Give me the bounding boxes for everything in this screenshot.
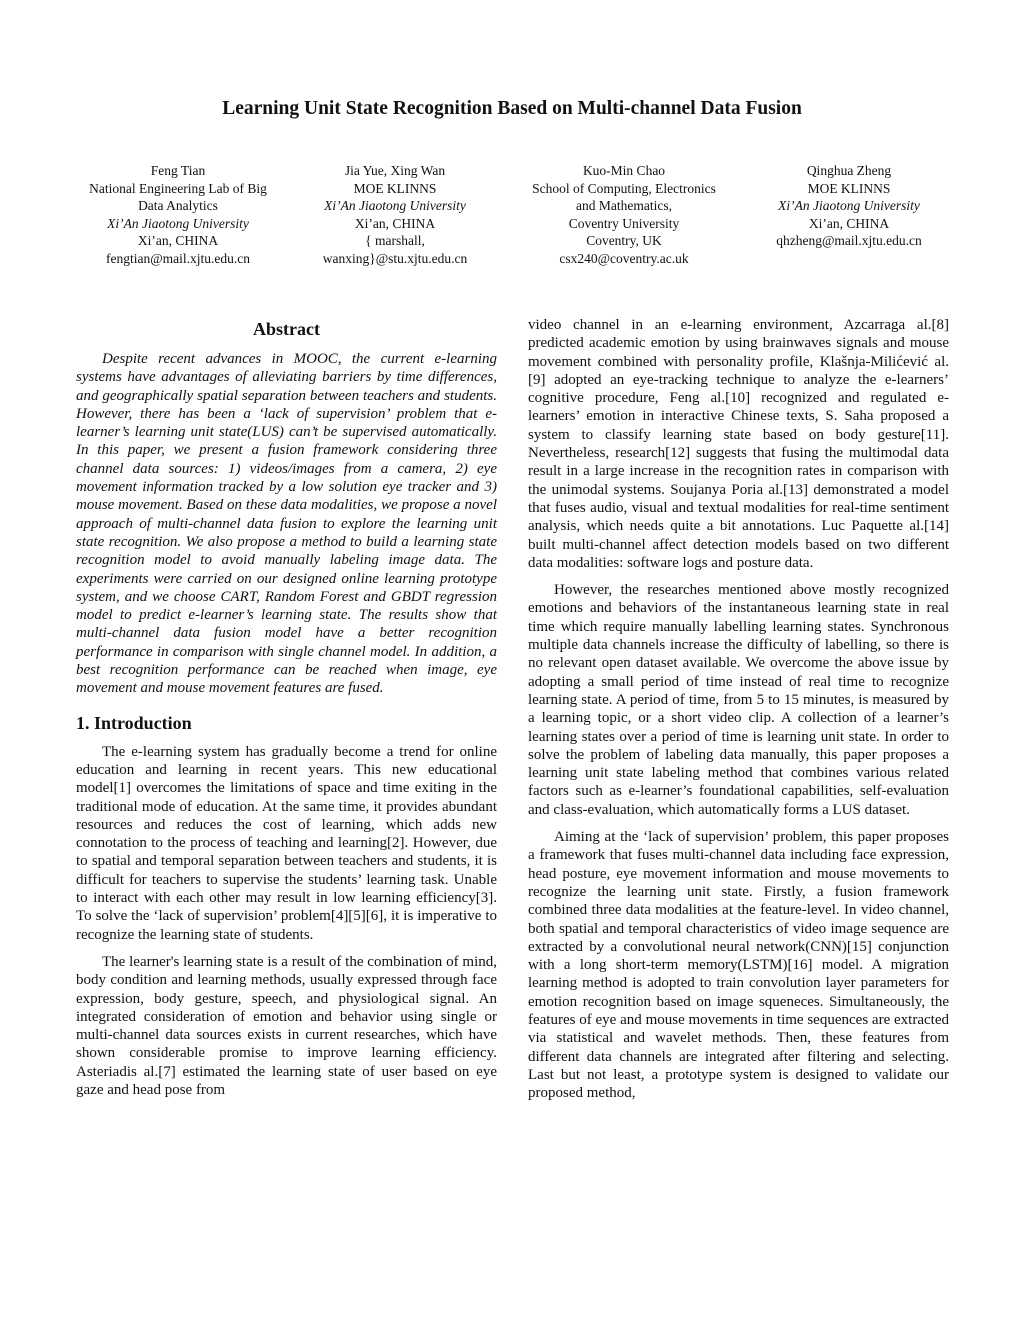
left-column [76,318,497,1108]
author-2 [300,162,490,267]
author-name: Feng Tian [150,163,206,178]
author-name: Kuo-Min Chao [582,163,666,178]
author-email: fengtian@mail.xjtu.edu.cn [105,250,251,266]
author-affiliation: Coventry University [568,215,680,231]
abstract-body: Despite recent advances in MOOC, the current e-learning systems have advantages of alleviating barriers by time differences, and geographically spatial separation between teachers and students. However, there has been a ‘lack of supervision’ problem that e-learner’s learning unit state(LUS) can’t be supervised automatically. In this paper, we present a fusion framework considering three channel data sources: 1) videos/images from a camera, 2) eye movement information tracked by a low solution eye tracker and 3) mouse movement. Based on these data modalities, we propose a novel approach of multi-channel data fusion to explore the learning unit state recognition. We also propose a method to build a learning state recognition model to avoid manually labeling image data. The experiments were carried on our designed online learning prototype system, and we choose CART, Random Forest and GBDT regression model to predict e-learner’s learning state. The results show that multi-channel data fusion model have a better recognition performance in comparison with single channel model. In addition, a best recognition performance can be reached when image, eye movement and mouse movement features are fused. [76,351,497,697]
author-affiliation: National Engineering Lab of Big [89,180,267,196]
author-1 [78,162,278,267]
intro-paragraph: The e-learning system has gradually become a trend for online education and learning in recent years. This new educational model[1] overcomes the limitations of space and time exiting in the traditional mode of education. At the same time, it provides abundant resources and reduces the cost of learning, which adds new connotation to the process of teaching and learning[2]. However, due to spatial and temporal separation between teachers and students, it is difficult for teachers to supervise the students’ learning task. Unable to interact with each other may result in low learning efficiency[3]. To solve the ‘lack of supervision’ problem[4][5][6], it is imperative to recognize the learning state of students. [76,743,497,943]
intro-paragraph: The learner's learning state is a result of the combination of mind, body condition and learning methods, usually expressed through face expression, body gesture, speech, and physiological signal. An integrated consideration of emotion and behavior using single or multi-channel data sources exists in current researches, which have shown considerable promise to improve learning efficiency. Asteriadis al.[7] estimated the learning state of user based on eye gaze and head pose from [76,953,497,1098]
right-column [528,316,949,1111]
author-university: Xi’An Jiaotong University [324,198,466,213]
author-email: csx240@coventry.ac.uk [559,250,689,266]
author-email: { marshall, [365,233,425,248]
introduction-heading: 1. Introduction [76,712,192,733]
abstract-heading: Abstract [253,319,320,339]
author-university: Xi’An Jiaotong University [107,215,249,231]
author-email: wanxing}@stu.xjtu.edu.cn [322,250,468,266]
author-affiliation: and Mathematics, [576,198,672,213]
author-affiliation: School of Computing, Electronics [532,180,716,196]
author-affiliation: Data Analytics [138,198,218,213]
author-location: Xi’an, CHINA [808,215,890,231]
author-name: Jia Yue, Xing Wan [344,163,446,178]
author-name: Qinghua Zheng [806,163,892,178]
author-affiliation: MOE KLINNS [353,180,437,196]
author-location: Coventry, UK [586,233,662,248]
author-location: Xi’an, CHINA [354,215,436,231]
paper-title: Learning Unit State Recognition Based on Multi-channel Data Fusion [222,98,802,119]
intro-paragraph: video channel in an e-learning environment, Azcarraga al.[8] predicted academic emotion by using brainwaves signals and mouse movement combined with personality profile, Klašnja-Milićević al.[9] adopted an eye-tracking technique to analyze the e-learners’ cognitive procedure, Feng al.[10] recognized and regulated e-learners’ emotion in interactive Chinese texts, S. Saha proposed a system to classify learning state based on body gesture[11]. Nevertheless, research[12] suggests that fusing the multimodal data result in a large increase in the recognition rates in comparison with the unimodal systems. Soujanya Poria al.[13] demonstrated a model that fuses audio, visual and textual modalities for real-time sentiment analysis, which needs quite a bit annotations. Luc Paquette al.[14] built multi-channel affect detection models based on two different data modalities: software logs and posture data. [528,317,949,571]
author-affiliation: MOE KLINNS [807,180,891,196]
author-4 [754,162,944,250]
intro-paragraph: However, the researches mentioned above mostly recognized emotions and behaviors of the instantaneous learning state in real time which require manually labelling learning states. Synchronous multiple data channels increase the difficulty of labelling, so there is no relevant open dataset available. We overcome the above issue by adopting a small period of time instead of real time to recognize learning state. A period of time, from 5 to 15 minutes, is measured by a learning topic, or a short video clip. A collection of a learner’s learning states over a period of time is learning unit state. In order to solve the problem of labeling data manually, this paper proposes a learning unit state labeling method that combines various related factors such as e-learner’s foundational capabilities, self-evaluation and class-evaluation, which automatically forms a LUS dataset. [528,582,949,818]
intro-paragraph: Aiming at the ‘lack of supervision’ problem, this paper proposes a framework that fuses multi-channel data including face expression, head posture, eye movement information and mouse movements to recognize the learning unit state. Firstly, a fusion framework combined three data modalities at the feature-level. In video channel, both spatial and temporal characteristics of video image sequence are extracted by a convolutional neural network(CNN)[15] conjunction with a long short-term memory(LSTM)[16] model. A migration learning method is adopted to train convolution layer parameters for emotion recognition based on image squeneces. Simultaneously, the features of eye and mouse movements in time sequences are extracted via statistical and wavelet methods. Then, these features from different data channels are integrated after filtering and selecting. Last but not least, a prototype system is designed to validate our proposed method, [528,829,949,1102]
author-3 [514,162,734,267]
author-location: Xi’an, CHINA [137,233,219,248]
author-university: Xi’An Jiaotong University [778,198,920,213]
author-email: qhzheng@mail.xjtu.edu.cn [776,233,922,248]
